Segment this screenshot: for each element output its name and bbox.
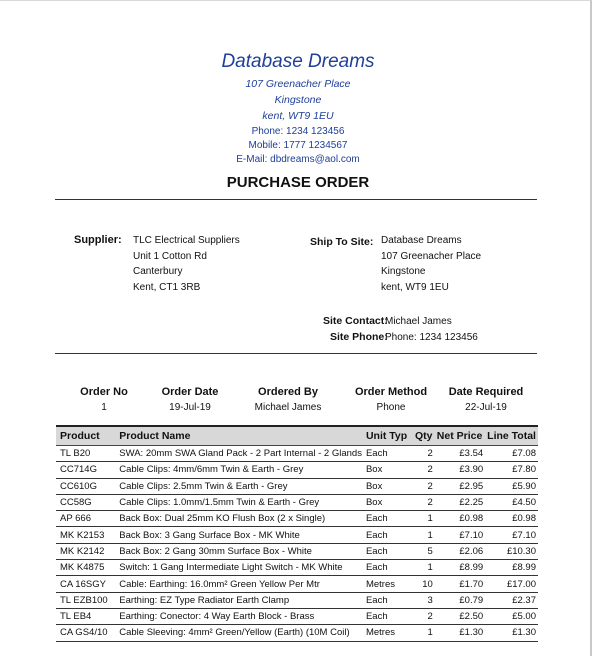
supplier-address xyxy=(133,233,240,295)
line-total-cell: £10.30 xyxy=(485,543,538,559)
quantity-cell: 2 xyxy=(413,494,435,510)
unit-type-cell: Each xyxy=(364,543,413,559)
site-contact-value: Michael James xyxy=(385,316,452,327)
column-header: Qty xyxy=(413,426,435,446)
product-name-cell: Cable Clips: 1.0mm/1.5mm Twin & Earth - Grey xyxy=(117,494,364,510)
table-row xyxy=(56,462,538,478)
company-phone: Phone: 1234 123456 xyxy=(251,126,345,137)
line-total-cell: £1.30 xyxy=(485,625,538,641)
unit-type-cell: Each xyxy=(364,592,413,608)
net-price-cell: £7.10 xyxy=(435,527,485,543)
unit-type-cell: Each xyxy=(364,560,413,576)
quantity-cell: 1 xyxy=(413,625,435,641)
table-header-row xyxy=(56,426,538,446)
net-price-cell: £0.79 xyxy=(435,592,485,608)
product-code-cell: AP 666 xyxy=(56,511,117,527)
column-header: Product xyxy=(56,426,117,446)
product-name-cell: Switch: 1 Gang Intermediate Light Switch - MK White xyxy=(117,560,364,576)
line-total-cell: £5.90 xyxy=(485,478,538,494)
line-total-cell: £2.37 xyxy=(485,592,538,608)
net-price-cell: £8.99 xyxy=(435,560,485,576)
table-row xyxy=(56,592,538,608)
order-method-label: Order Method xyxy=(354,386,428,398)
product-code-cell: MK K2142 xyxy=(56,543,117,559)
line-total-cell: £7.80 xyxy=(485,462,538,478)
product-name-cell: Cable: Earthing: 16.0mm² Green Yellow Per Mtr xyxy=(117,576,364,592)
unit-type-cell: Each xyxy=(364,608,413,624)
table-row xyxy=(56,511,538,527)
company-address-line: Kingstone xyxy=(274,94,322,106)
net-price-cell: £2.50 xyxy=(435,608,485,624)
ship-to-line: 107 Greenacher Place xyxy=(381,250,482,262)
net-price-cell: £2.06 xyxy=(435,543,485,559)
line-items-table xyxy=(56,425,538,642)
order-no-label: Order No xyxy=(80,386,128,398)
quantity-cell: 2 xyxy=(413,608,435,624)
date-required-label: Date Required xyxy=(448,386,524,398)
site-phone-value: Phone: 1234 123456 xyxy=(385,332,478,343)
line-total-cell: £7.10 xyxy=(485,527,538,543)
product-code-cell: CC58G xyxy=(56,494,117,510)
line-total-cell: £17.00 xyxy=(485,576,538,592)
product-name-cell: Earthing: Conector: 4 Way Earth Block - Brass xyxy=(117,608,364,624)
ship-to-address xyxy=(381,233,481,295)
company-mobile: Mobile: 1777 1234567 xyxy=(248,140,348,151)
document-title: PURCHASE ORDER xyxy=(226,174,370,191)
product-name-cell: Cable Sleeving: 4mm² Green/Yellow (Earth) (10M Coil) xyxy=(117,625,364,641)
net-price-cell: £2.25 xyxy=(435,494,485,510)
divider xyxy=(55,199,537,200)
table-row xyxy=(56,478,538,494)
product-name-cell: Back Box: 2 Gang 30mm Surface Box - White xyxy=(117,543,364,559)
net-price-cell: £0.98 xyxy=(435,511,485,527)
line-items-body xyxy=(56,446,538,642)
product-code-cell: CC714G xyxy=(56,462,117,478)
table-row xyxy=(56,494,538,510)
line-total-cell: £7.08 xyxy=(485,446,538,462)
unit-type-cell: Metres xyxy=(364,625,413,641)
order-no-value: 1 xyxy=(101,402,107,413)
unit-type-cell: Each xyxy=(364,511,413,527)
site-contact-label: Site Contact: xyxy=(323,315,388,327)
column-header: Product Name xyxy=(117,426,364,446)
product-code-cell: TL B20 xyxy=(56,446,117,462)
product-name-cell: Cable Clips: 2.5mm Twin & Earth - Grey xyxy=(117,478,364,494)
product-name-cell: Back Box: 3 Gang Surface Box - MK White xyxy=(117,527,364,543)
quantity-cell: 2 xyxy=(413,446,435,462)
order-method-value: Phone xyxy=(376,402,406,413)
table-row xyxy=(56,625,538,641)
ordered-by-label: Ordered By xyxy=(258,386,318,398)
net-price-cell: £3.54 xyxy=(435,446,485,462)
date-required-value: 22-Jul-19 xyxy=(465,402,507,413)
table-row xyxy=(56,560,538,576)
ship-to-label: Ship To Site: xyxy=(310,236,374,248)
supplier-label: Supplier: xyxy=(74,234,122,246)
quantity-cell: 10 xyxy=(413,576,435,592)
net-price-cell: £2.95 xyxy=(435,478,485,494)
ordered-by-value: Michael James xyxy=(254,402,322,413)
quantity-cell: 1 xyxy=(413,560,435,576)
table-row xyxy=(56,608,538,624)
table-row xyxy=(56,446,538,462)
column-header: Line Total xyxy=(485,426,538,446)
unit-type-cell: Box xyxy=(364,478,413,494)
company-email: E-Mail: dbdreams@aol.com xyxy=(236,154,360,165)
company-address-line: 107 Greenacher Place xyxy=(245,78,351,90)
company-address-line: kent, WT9 1EU xyxy=(262,110,334,122)
ship-to-line: Database Dreams xyxy=(381,235,462,246)
unit-type-cell: Box xyxy=(364,494,413,510)
quantity-cell: 1 xyxy=(413,527,435,543)
line-total-cell: £5.00 xyxy=(485,608,538,624)
company-name: Database Dreams xyxy=(221,51,375,72)
table-row xyxy=(56,527,538,543)
ship-to-line: kent, WT9 1EU xyxy=(381,281,449,293)
unit-type-cell: Each xyxy=(364,446,413,462)
supplier-line: Canterbury xyxy=(133,266,183,277)
column-header: Unit Typ xyxy=(364,426,413,446)
product-code-cell: CA GS4/10 xyxy=(56,625,117,641)
product-name-cell: SWA: 20mm SWA Gland Pack - 2 Part Internal - 2 Glands xyxy=(117,446,364,462)
site-phone-label: Site Phone: xyxy=(330,331,388,343)
order-date-value: 19-Jul-19 xyxy=(169,402,211,413)
line-total-cell: £4.50 xyxy=(485,494,538,510)
net-price-cell: £1.30 xyxy=(435,625,485,641)
unit-type-cell: Box xyxy=(364,462,413,478)
product-name-cell: Cable Clips: 4mm/6mm Twin & Earth - Grey xyxy=(117,462,364,478)
net-price-cell: £1.70 xyxy=(435,576,485,592)
quantity-cell: 1 xyxy=(413,511,435,527)
line-total-cell: £0.98 xyxy=(485,511,538,527)
product-code-cell: TL EB4 xyxy=(56,608,117,624)
divider xyxy=(55,353,537,354)
ship-to-line: Kingstone xyxy=(381,266,426,277)
unit-type-cell: Each xyxy=(364,527,413,543)
product-code-cell: TL EZB100 xyxy=(56,592,117,608)
quantity-cell: 2 xyxy=(413,462,435,478)
product-code-cell: MK K2153 xyxy=(56,527,117,543)
unit-type-cell: Metres xyxy=(364,576,413,592)
product-code-cell: CC610G xyxy=(56,478,117,494)
product-name-cell: Back Box: Dual 25mm KO Flush Box (2 x Single) xyxy=(117,511,364,527)
supplier-line: Kent, CT1 3RB xyxy=(133,281,201,293)
line-total-cell: £8.99 xyxy=(485,560,538,576)
net-price-cell: £3.90 xyxy=(435,462,485,478)
quantity-cell: 5 xyxy=(413,543,435,559)
supplier-line: Unit 1 Cotton Rd xyxy=(133,250,207,262)
product-code-cell: MK K4875 xyxy=(56,560,117,576)
product-code-cell: CA 16SGY xyxy=(56,576,117,592)
quantity-cell: 3 xyxy=(413,592,435,608)
column-header: Net Price xyxy=(435,426,485,446)
supplier-line: TLC Electrical Suppliers xyxy=(133,235,240,246)
order-date-label: Order Date xyxy=(161,386,219,398)
table-row xyxy=(56,543,538,559)
quantity-cell: 2 xyxy=(413,478,435,494)
product-name-cell: Earthing: EZ Type Radiator Earth Clamp xyxy=(117,592,364,608)
table-row xyxy=(56,576,538,592)
